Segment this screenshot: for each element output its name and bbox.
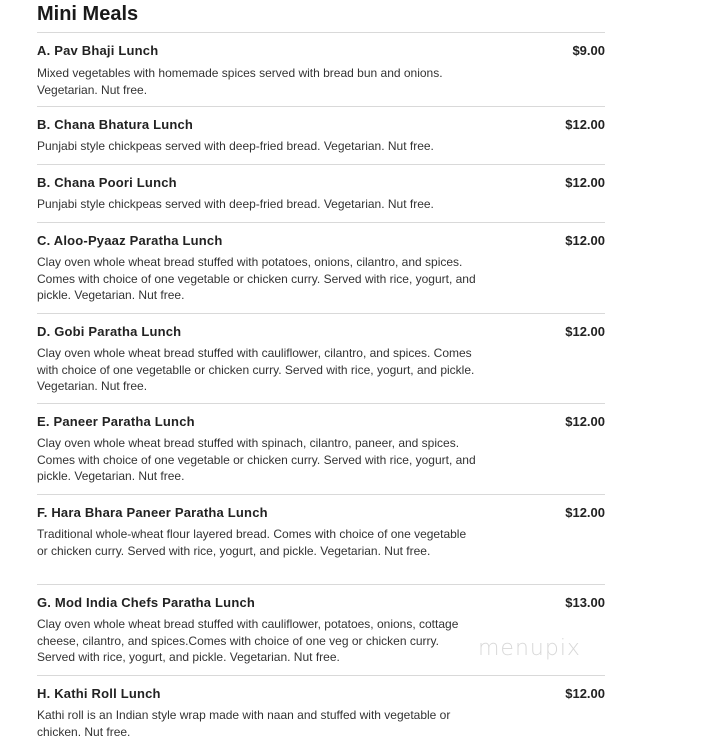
item-description: Traditional whole-wheat flour layered bread. Comes with choice of one vegetable or chicken curry. Served with rice, yogurt, and pickle. Vegetarian. Nut free. (37, 527, 467, 558)
item-description: Mixed vegetables with homemade spices served with bread bun and onions. Vegetarian. Nut free. (37, 66, 443, 97)
item-name: A. Pav Bhaji Lunch (37, 43, 159, 58)
item-name: H. Kathi Roll Lunch (37, 686, 161, 701)
item-description: Clay oven whole wheat bread stuffed with cauliflower, cilantro, and spices. Comes with choice of one vegetablle or chicken curry. Served with rice, yogurt, and pickle. Vegetarian. Nut free. (37, 346, 475, 393)
item-price: $12.00 (565, 175, 605, 190)
item-description: Clay oven whole wheat bread stuffed with spinach, cilantro, paneer, and spices. Comes with choice of one vegetable or chicken curry. Served with rice, yogurt, and pickle. Vegetarian. Nut free. (37, 436, 476, 483)
item-price: $12.00 (565, 324, 605, 339)
item-price: $12.00 (565, 233, 605, 248)
item-price: $12.00 (565, 117, 605, 132)
menu-item (37, 223, 605, 314)
item-description: Kathi roll is an Indian style wrap made with naan and stuffed with vegetable or chicken. Nut free. (37, 708, 451, 739)
item-price: $13.00 (565, 595, 605, 610)
item-name: C. Aloo-Pyaaz Paratha Lunch (37, 233, 223, 248)
item-name: D. Gobi Paratha Lunch (37, 324, 182, 339)
item-description: Clay oven whole wheat bread stuffed with cauliflower, potatoes, onions, cottage cheese, cilantro, and spices.Comes with choice of one veg or chicken curry. Served with rice, yogurt, and pickle. Vegetarian. Nut free. (37, 617, 459, 664)
item-price: $9.00 (572, 43, 605, 58)
menu-item (37, 33, 605, 107)
menu-item (37, 314, 605, 404)
item-description: Punjabi style chickpeas served with deep-fried bread. Vegetarian. Nut free. (37, 139, 434, 153)
item-description: Clay oven whole wheat bread stuffed with potatoes, onions, cilantro, and spices. Comes with choice of one vegetable or chicken curry. Served with rice, yogurt, and pickle. Vegetarian. Nut free. (37, 255, 476, 302)
item-price: $12.00 (565, 414, 605, 429)
item-name: B. Chana Bhatura Lunch (37, 117, 194, 132)
menu-section (37, 0, 605, 746)
menu-item (37, 165, 605, 223)
item-name: G. Mod India Chefs Paratha Lunch (37, 595, 256, 610)
menu-item (37, 495, 605, 585)
item-description: Punjabi style chickpeas served with deep-fried bread. Vegetarian. Nut free. (37, 197, 434, 211)
menu-item (37, 404, 605, 495)
menu-item (37, 676, 605, 746)
menu-item (37, 585, 605, 676)
item-name: B. Chana Poori Lunch (37, 175, 177, 190)
watermark-logo: menupix (478, 636, 581, 661)
item-price: $12.00 (565, 686, 605, 701)
item-name: F. Hara Bhara Paneer Paratha Lunch (37, 505, 268, 520)
item-name: E. Paneer Paratha Lunch (37, 414, 195, 429)
item-price: $12.00 (565, 505, 605, 520)
section-title: Mini Meals (37, 0, 605, 33)
menu-item (37, 107, 605, 165)
